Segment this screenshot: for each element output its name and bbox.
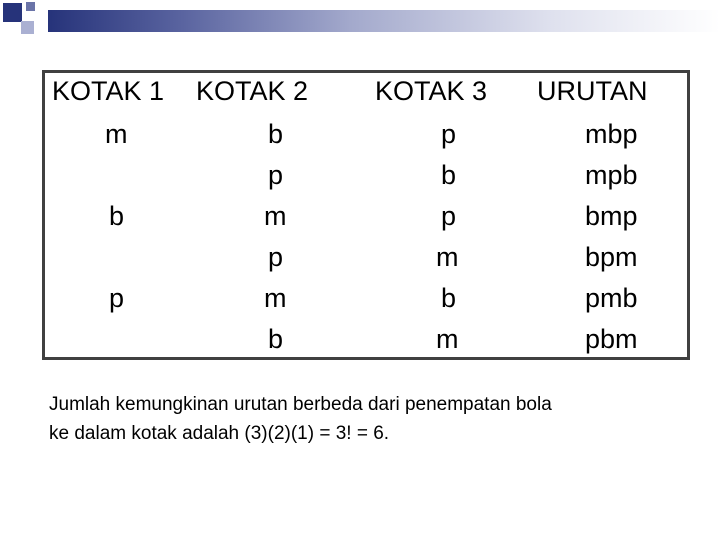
urutan-cell: pbm — [585, 324, 638, 354]
explanation-line-1: Jumlah kemungkinan urutan berbeda dari penempatan bola — [49, 394, 552, 415]
kotak1-cell: b — [109, 201, 125, 231]
decor-gradient-bar — [48, 10, 720, 32]
urutan-cell: mpb — [585, 160, 638, 190]
kotak2-cell: m — [264, 283, 287, 313]
kotak2-cell: b — [268, 324, 284, 354]
urutan-cell: bmp — [585, 201, 638, 231]
header-kotak-2: KOTAK 2 — [196, 76, 309, 106]
kotak2-cell: m — [264, 201, 287, 231]
kotak2-cell: p — [268, 242, 284, 272]
urutan-cell: bpm — [585, 242, 638, 272]
urutan-cell: mbp — [585, 119, 638, 149]
kotak3-cell: m — [436, 324, 459, 354]
kotak2-cell: b — [268, 119, 284, 149]
kotak3-cell: p — [441, 201, 457, 231]
kotak3-cell: b — [441, 283, 457, 313]
kotak3-cell: p — [441, 119, 457, 149]
decor-square-light — [21, 21, 34, 34]
decor-square-dark — [3, 3, 22, 22]
urutan-cell: pmb — [585, 283, 638, 313]
kotak3-cell: b — [441, 160, 457, 190]
decor-square-medium — [26, 2, 35, 11]
header-kotak-1: KOTAK 1 — [52, 76, 165, 106]
explanation-line-2: ke dalam kotak adalah (3)(2)(1) = 3! = 6. — [49, 423, 390, 444]
header-kotak-3: KOTAK 3 — [375, 76, 488, 106]
header-urutan: URUTAN — [537, 76, 648, 106]
kotak1-cell: m — [105, 119, 128, 149]
kotak3-cell: m — [436, 242, 459, 272]
kotak2-cell: p — [268, 160, 284, 190]
kotak1-cell: p — [109, 283, 125, 313]
explanation-text — [49, 390, 699, 448]
